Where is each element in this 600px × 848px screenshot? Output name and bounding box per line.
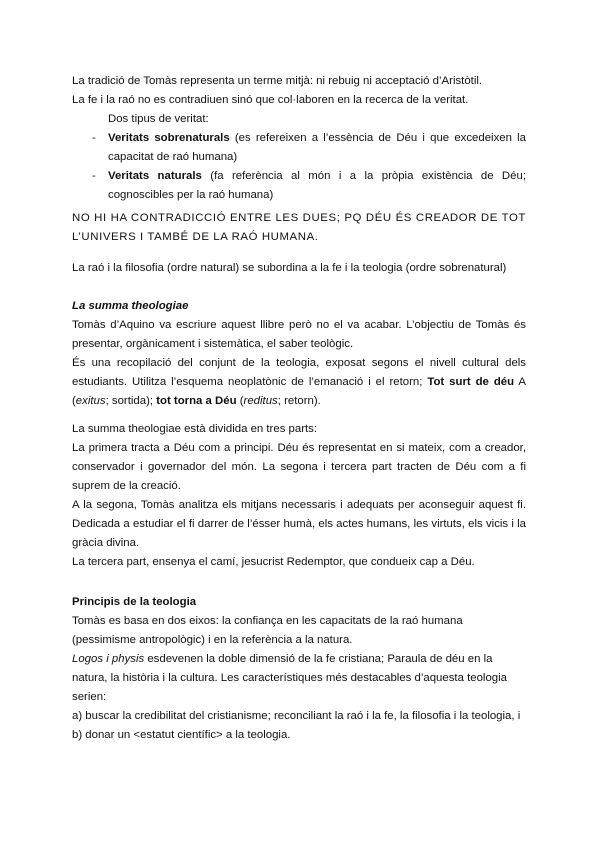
- summa-part-3: La tercera part, ensenya el camí, jesucrist Redemptor, que condueix cap a Déu.: [72, 556, 475, 568]
- intro-section: [72, 72, 526, 205]
- intro-line-2: La fe i la raó no es contradiuen sinó que col·laboren en la recerca de la veritat.: [72, 94, 469, 106]
- principis-paragraph-3: a) buscar la credibilitat del cristianisme; reconciliant la raó i la fe, la filosofia i la teologia, i b) donar un <estatut científic> a la teologia.: [72, 710, 521, 741]
- intro-line-1: La tradició de Tomàs representa un terme mitjà: ni rebuig ni acceptació d’Aristòtil.: [72, 75, 483, 87]
- bullet-text: (es refereixen a l’essència de Déu i que excedeixen la capacitat de raó humana): [108, 132, 526, 163]
- list-item: [72, 129, 526, 167]
- caps-statement-block: [72, 209, 526, 247]
- summa-heading: La summa theologiae: [72, 300, 189, 312]
- truth-types-heading: Dos tipus de veritat:: [108, 113, 209, 125]
- summa-part-2: A la segona, Tomàs analitza els mitjans necessaris i adequats per aconseguir aquest fi. Dedicada a estudiar el fi darrer de l’ésser humà, els actes humans, les virtuts, els vicis i la gràcia divina.: [72, 499, 526, 549]
- principis-paragraph-2: Logos i physis esdevenen la doble dimensió de la fe cristiana; Paraula de déu en la natura, la història i la cultura. Les característiques més destacables d’aquesta teologia serien:: [72, 653, 507, 703]
- principis-heading: Principis de la teologia: [72, 596, 197, 608]
- bullet-bold-term: Veritats naturals: [108, 170, 202, 182]
- summa-paragraph-2: És una recopilació del conjunt de la teologia, exposat segons el nivell cultural dels estudiants. Utilitza l’esquema neoplatònic de l’emanació i el retorn; Tot surt de déu A (exitus; sortida); tot torna a Déu (reditus; retorn).: [72, 357, 527, 407]
- summa-part-1: La primera tracta a Déu com a principi. Déu és representat en si mateix, com a creador, conservador i governador del món. La segona i tercera part tracten de Déu com a fi suprem de la creació.: [72, 442, 526, 492]
- summa-section: [72, 297, 526, 411]
- truth-types-list: [72, 129, 526, 205]
- bullet-dash: -: [92, 132, 96, 144]
- principis-section: [72, 593, 526, 745]
- subordination-text: La raó i la filosofia (ordre natural) se subordina a la fe i la teologia (ordre sobrenatural): [72, 262, 507, 274]
- bullet-dash: -: [92, 170, 96, 182]
- list-item: [72, 167, 526, 205]
- summa-parts-block: [72, 420, 526, 572]
- bullet-bold-term: Veritats sobrenaturals: [108, 132, 230, 144]
- principis-paragraph-1: Tomàs es basa en dos eixos: la confiança en les capacitats de la raó humana (pessimisme antropològic) i en la referència a la natura.: [72, 615, 463, 646]
- summa-parts-intro: La summa theologiae està dividida en tres parts:: [72, 423, 318, 435]
- subordination-block: [72, 259, 526, 278]
- summa-paragraph-1: Tomàs d’Aquino va escriure aquest llibre però no el va acabar. L’objectiu de Tomàs és presentar, orgànicament i sistemàtica, el saber teològic.: [72, 319, 526, 350]
- caps-statement: NO HI HA CONTRADICCIÓ ENTRE LES DUES; PQ DÉU ÉS CREADOR DE TOT L’UNIVERS I TAMBÉ DE LA RAÓ HUMANA.: [72, 212, 526, 243]
- bullet-text: (fa referència al món i a la pròpia existència de Déu; cognoscibles per la raó humana): [108, 170, 526, 201]
